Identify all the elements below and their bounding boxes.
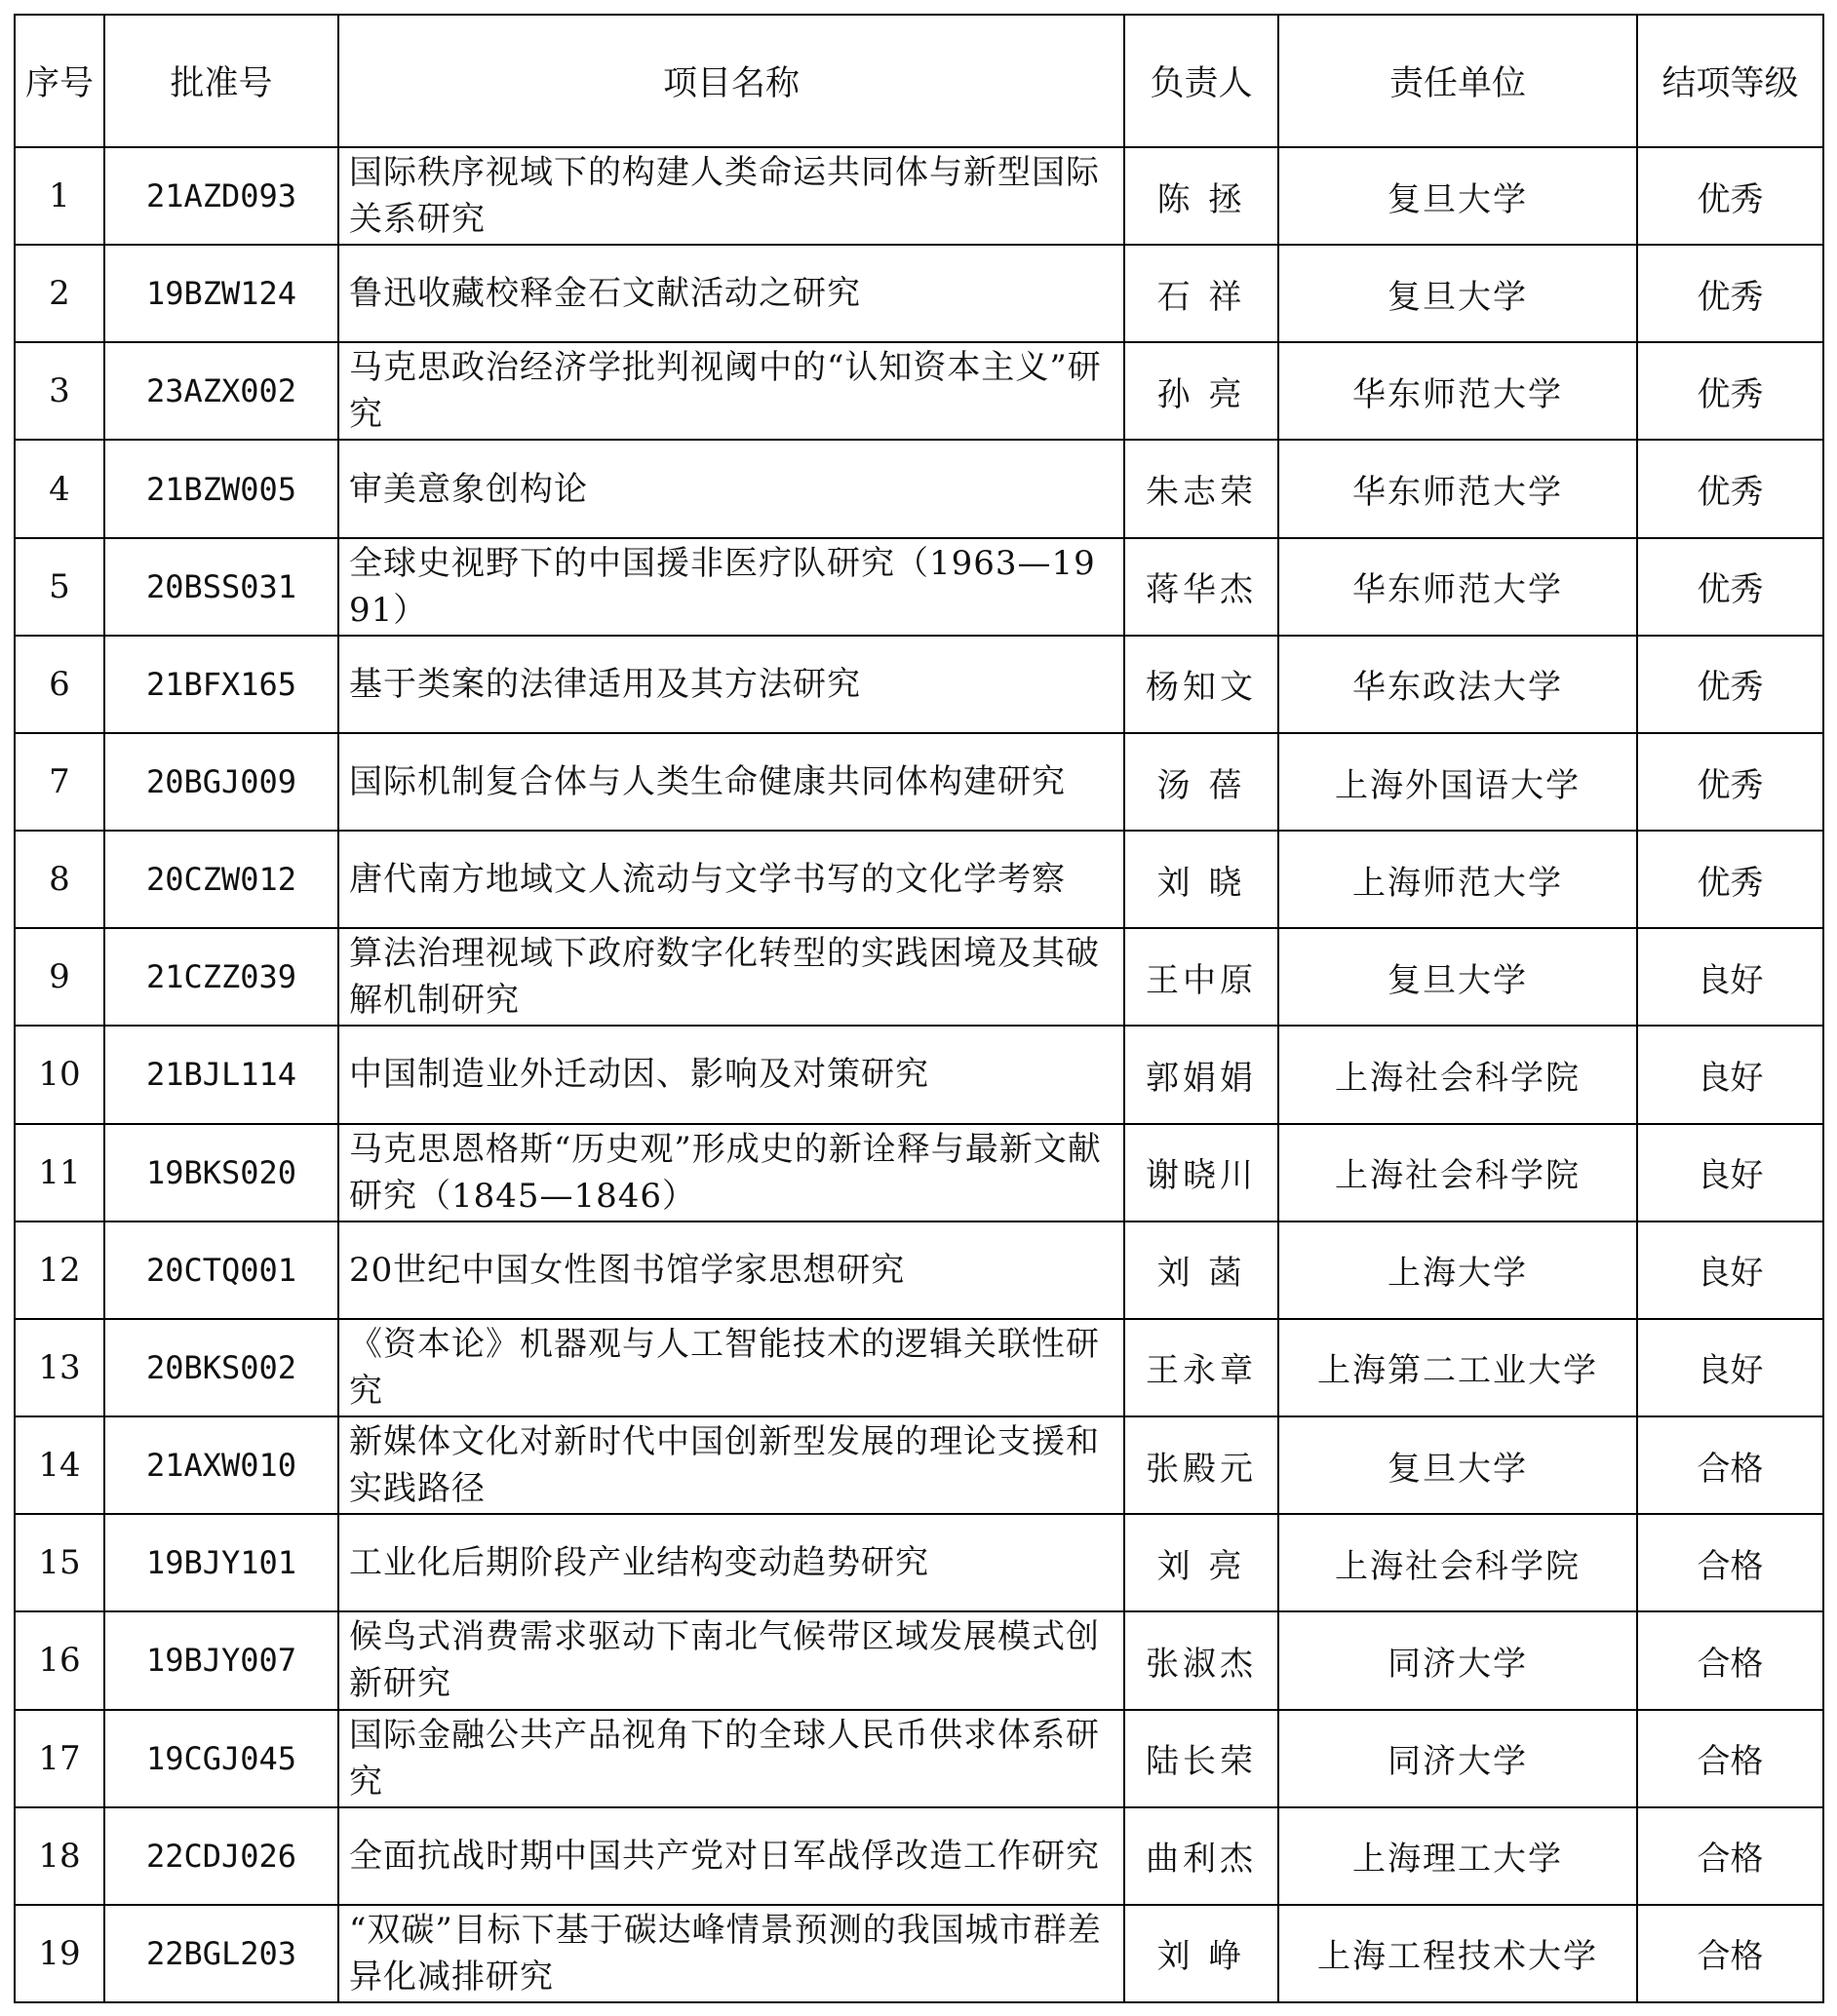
responsible-unit: 复旦大学: [1278, 245, 1637, 342]
completion-grade: 优秀: [1637, 733, 1823, 831]
approval-code: 19CGJ045: [104, 1710, 338, 1807]
approval-code: 22BGL203: [104, 1905, 338, 2002]
responsible-unit: 上海社会科学院: [1278, 1026, 1637, 1123]
header-no: 序号: [15, 15, 104, 147]
row-number: 16: [15, 1611, 104, 1709]
row-number: 12: [15, 1221, 104, 1319]
project-name: 全球史视野下的中国援非医疗队研究（1963—1991）: [338, 538, 1124, 636]
project-name: 候鸟式消费需求驱动下南北气候带区域发展模式创新研究: [338, 1611, 1124, 1709]
row-number: 1: [15, 147, 104, 245]
approval-code: 23AZX002: [104, 342, 338, 440]
project-name: 工业化后期阶段产业结构变动趋势研究: [338, 1514, 1124, 1611]
row-number: 2: [15, 245, 104, 342]
table-row: [15, 147, 1823, 245]
header-row: [15, 15, 1823, 147]
approval-code: 21AXW010: [104, 1416, 338, 1514]
principal-investigator: 张殿元: [1124, 1416, 1278, 1514]
responsible-unit: 上海社会科学院: [1278, 1514, 1637, 1611]
responsible-unit: 复旦大学: [1278, 928, 1637, 1026]
approval-code: 19BZW124: [104, 245, 338, 342]
project-name: 马克思政治经济学批判视阈中的“认知资本主义”研究: [338, 342, 1124, 440]
project-name: 唐代南方地域文人流动与文学书写的文化学考察: [338, 831, 1124, 928]
approval-code: 20BSS031: [104, 538, 338, 636]
project-name: 国际机制复合体与人类生命健康共同体构建研究: [338, 733, 1124, 831]
completion-grade: 良好: [1637, 1221, 1823, 1319]
table-row: [15, 928, 1823, 1026]
project-name: 审美意象创构论: [338, 440, 1124, 537]
responsible-unit: 同济大学: [1278, 1710, 1637, 1807]
row-number: 4: [15, 440, 104, 537]
approval-code: 22CDJ026: [104, 1807, 338, 1905]
approval-code: 20BKS002: [104, 1319, 338, 1416]
principal-investigator: 刘 菡: [1124, 1221, 1278, 1319]
table-row: [15, 1611, 1823, 1709]
principal-investigator: 蒋华杰: [1124, 538, 1278, 636]
row-number: 6: [15, 636, 104, 733]
header-name: 项目名称: [338, 15, 1124, 147]
table-row: [15, 1416, 1823, 1514]
approval-code: 20BGJ009: [104, 733, 338, 831]
table-row: [15, 1514, 1823, 1611]
approval-code: 20CTQ001: [104, 1221, 338, 1319]
approval-code: 19BJY007: [104, 1611, 338, 1709]
completion-grade: 合格: [1637, 1710, 1823, 1807]
completion-grade: 良好: [1637, 1124, 1823, 1221]
principal-investigator: 刘 晓: [1124, 831, 1278, 928]
completion-grade: 合格: [1637, 1905, 1823, 2002]
approval-code: 21BJL114: [104, 1026, 338, 1123]
table-row: [15, 831, 1823, 928]
row-number: 3: [15, 342, 104, 440]
project-name: 新媒体文化对新时代中国创新型发展的理论支援和实践路径: [338, 1416, 1124, 1514]
table-row: [15, 245, 1823, 342]
completion-grade: 合格: [1637, 1611, 1823, 1709]
completion-grade: 优秀: [1637, 440, 1823, 537]
project-name: 算法治理视域下政府数字化转型的实践困境及其破解机制研究: [338, 928, 1124, 1026]
row-number: 17: [15, 1710, 104, 1807]
row-number: 11: [15, 1124, 104, 1221]
table-row: [15, 1124, 1823, 1221]
project-name: 国际金融公共产品视角下的全球人民币供求体系研究: [338, 1710, 1124, 1807]
row-number: 15: [15, 1514, 104, 1611]
project-name: 基于类案的法律适用及其方法研究: [338, 636, 1124, 733]
completion-grade: 良好: [1637, 1319, 1823, 1416]
responsible-unit: 复旦大学: [1278, 147, 1637, 245]
completion-grade: 优秀: [1637, 245, 1823, 342]
principal-investigator: 谢晓川: [1124, 1124, 1278, 1221]
responsible-unit: 复旦大学: [1278, 1416, 1637, 1514]
completion-grade: 合格: [1637, 1416, 1823, 1514]
completion-grade: 优秀: [1637, 538, 1823, 636]
responsible-unit: 上海师范大学: [1278, 831, 1637, 928]
responsible-unit: 华东政法大学: [1278, 636, 1637, 733]
table-row: [15, 1710, 1823, 1807]
row-number: 18: [15, 1807, 104, 1905]
approval-code: 19BJY101: [104, 1514, 338, 1611]
project-name: “双碳”目标下基于碳达峰情景预测的我国城市群差异化减排研究: [338, 1905, 1124, 2002]
principal-investigator: 朱志荣: [1124, 440, 1278, 537]
approval-code: 21BFX165: [104, 636, 338, 733]
row-number: 10: [15, 1026, 104, 1123]
responsible-unit: 上海工程技术大学: [1278, 1905, 1637, 2002]
approval-code: 21BZW005: [104, 440, 338, 537]
row-number: 19: [15, 1905, 104, 2002]
principal-investigator: 陈 拯: [1124, 147, 1278, 245]
principal-investigator: 王中原: [1124, 928, 1278, 1026]
principal-investigator: 张淑杰: [1124, 1611, 1278, 1709]
completion-grade: 优秀: [1637, 636, 1823, 733]
table-row: [15, 1807, 1823, 1905]
responsible-unit: 华东师范大学: [1278, 538, 1637, 636]
principal-investigator: 陆长荣: [1124, 1710, 1278, 1807]
table-row: [15, 1319, 1823, 1416]
row-number: 9: [15, 928, 104, 1026]
responsible-unit: 上海社会科学院: [1278, 1124, 1637, 1221]
principal-investigator: 汤 蓓: [1124, 733, 1278, 831]
completion-grade: 优秀: [1637, 342, 1823, 440]
responsible-unit: 上海第二工业大学: [1278, 1319, 1637, 1416]
project-name: 全面抗战时期中国共产党对日军战俘改造工作研究: [338, 1807, 1124, 1905]
row-number: 8: [15, 831, 104, 928]
completion-grade: 优秀: [1637, 831, 1823, 928]
table-row: [15, 342, 1823, 440]
table-row: [15, 1026, 1823, 1123]
approval-code: 20CZW012: [104, 831, 338, 928]
header-code: 批准号: [104, 15, 338, 147]
table-row: [15, 636, 1823, 733]
responsible-unit: 华东师范大学: [1278, 440, 1637, 537]
completion-grade: 优秀: [1637, 147, 1823, 245]
table-row: [15, 538, 1823, 636]
header-grade: 结项等级: [1637, 15, 1823, 147]
project-name: 20世纪中国女性图书馆学家思想研究: [338, 1221, 1124, 1319]
approval-code: 21CZZ039: [104, 928, 338, 1026]
completion-grade: 合格: [1637, 1514, 1823, 1611]
principal-investigator: 王永章: [1124, 1319, 1278, 1416]
principal-investigator: 郭娟娟: [1124, 1026, 1278, 1123]
principal-investigator: 杨知文: [1124, 636, 1278, 733]
project-results-table: [14, 14, 1824, 2003]
row-number: 5: [15, 538, 104, 636]
responsible-unit: 同济大学: [1278, 1611, 1637, 1709]
principal-investigator: 孙 亮: [1124, 342, 1278, 440]
completion-grade: 合格: [1637, 1807, 1823, 1905]
principal-investigator: 石 祥: [1124, 245, 1278, 342]
responsible-unit: 上海大学: [1278, 1221, 1637, 1319]
header-unit: 责任单位: [1278, 15, 1637, 147]
table-row: [15, 1221, 1823, 1319]
table-row: [15, 440, 1823, 537]
table-row: [15, 733, 1823, 831]
project-name: 国际秩序视域下的构建人类命运共同体与新型国际关系研究: [338, 147, 1124, 245]
row-number: 7: [15, 733, 104, 831]
responsible-unit: 华东师范大学: [1278, 342, 1637, 440]
responsible-unit: 上海理工大学: [1278, 1807, 1637, 1905]
principal-investigator: 刘 峥: [1124, 1905, 1278, 2002]
row-number: 13: [15, 1319, 104, 1416]
principal-investigator: 刘 亮: [1124, 1514, 1278, 1611]
principal-investigator: 曲利杰: [1124, 1807, 1278, 1905]
completion-grade: 良好: [1637, 928, 1823, 1026]
project-name: 鲁迅收藏校释金石文献活动之研究: [338, 245, 1124, 342]
header-person: 负责人: [1124, 15, 1278, 147]
approval-code: 21AZD093: [104, 147, 338, 245]
table-row: [15, 1905, 1823, 2002]
project-name: 中国制造业外迁动因、影响及对策研究: [338, 1026, 1124, 1123]
project-name: 《资本论》机器观与人工智能技术的逻辑关联性研究: [338, 1319, 1124, 1416]
row-number: 14: [15, 1416, 104, 1514]
project-name: 马克思恩格斯“历史观”形成史的新诠释与最新文献研究（1845—1846）: [338, 1124, 1124, 1221]
responsible-unit: 上海外国语大学: [1278, 733, 1637, 831]
approval-code: 19BKS020: [104, 1124, 338, 1221]
completion-grade: 良好: [1637, 1026, 1823, 1123]
